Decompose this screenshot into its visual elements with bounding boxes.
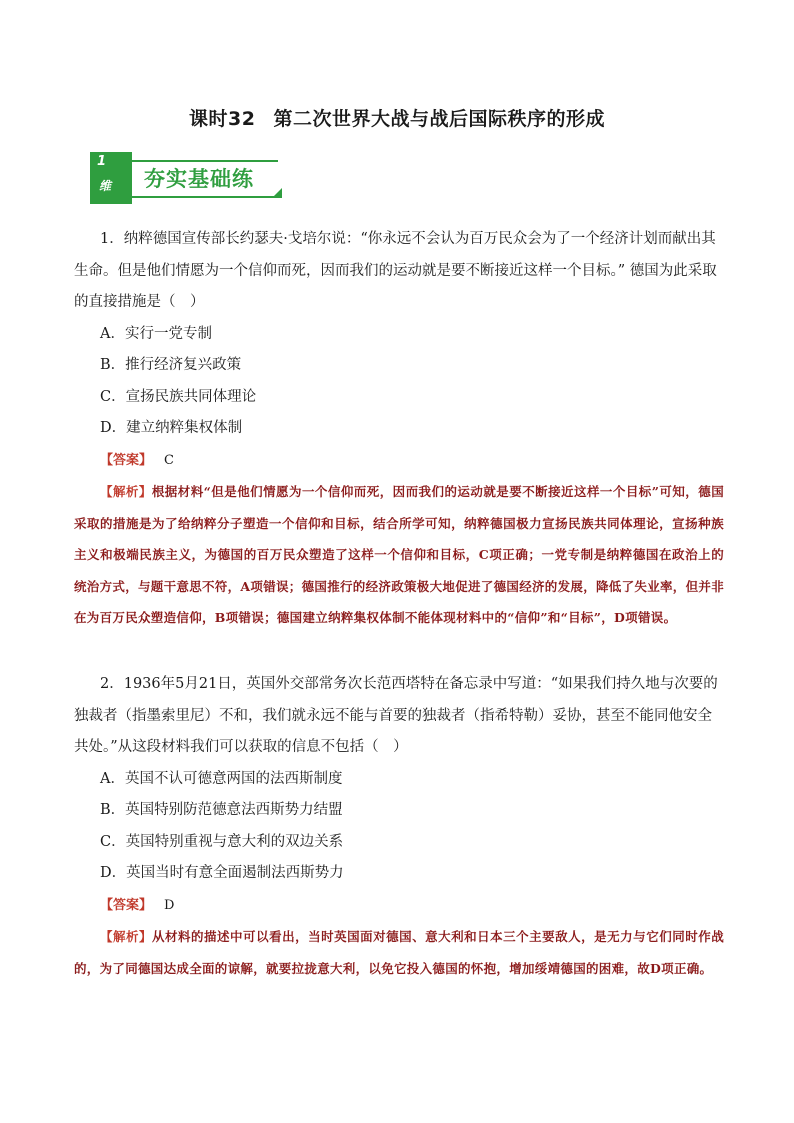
answer-tag: 【答案】 <box>100 897 153 913</box>
option-c: C．英国特别重视与意大利的双边关系 <box>100 833 344 850</box>
option-a: A．实行一党专制 <box>100 325 212 342</box>
lesson-number: 课时32 <box>189 108 256 130</box>
badge-number: 1 <box>97 154 107 169</box>
lesson-topic: 第二次世界大战与战后国际秩序的形成 <box>273 108 605 130</box>
explanation-tag: 【解析】 <box>100 929 153 944</box>
badge-label: 夯实基础练 <box>144 167 254 191</box>
explanation <box>74 476 724 634</box>
answer-value: D <box>164 897 175 913</box>
option-b: B．推行经济复兴政策 <box>100 357 242 373</box>
option-d: D．建立纳粹集权体制 <box>100 420 243 436</box>
answer-tag: 【答案】 <box>100 452 153 468</box>
question-stem: 1．纳粹德国宣传部长约瑟夫·戈培尔说：“你永远不会认为百万民众会为了一个经济计划而献出其生命。但是他们情愿为一个信仰而死，因而我们的运动就是要不断接近这样一个目标。” 德国为此采取的直接措施是（ ） <box>74 231 717 310</box>
section-badge <box>90 152 286 204</box>
option-b: B．英国特别防范德意法西斯势力结盟 <box>100 802 343 818</box>
answer-value: C <box>164 452 174 468</box>
question-1 <box>74 224 724 634</box>
option-c: C．宣扬民族共同体理论 <box>100 388 257 405</box>
question-2 <box>74 669 724 984</box>
explanation-text: 根据材料“但是他们情愿为一个信仰而死，因而我们的运动就是要不断接近这样一个目标”可知，德国采取的措施是为了给纳粹分子塑造一个信仰和目标，结合所学可知，纳粹德国极力宣扬民族共同体理论，宣扬种族主义和极端民族主义，为德国的百万民众塑造了这样一个信仰和目标，C项正确；一党专制是纳粹德国在政治上的统治方式，与题干意思不符，A项错误；德国推行的经济政策极大地促进了德国经济的发展，降低了失业率，但并非在为百万民众塑造信仰，B项错误；德国建立纳粹集权体制不能体现材料中的“信仰”和“目标”，D项错误。 <box>74 484 725 625</box>
page-title <box>0 104 794 131</box>
option-a: A．英国不认可德意两国的法西斯制度 <box>100 770 343 787</box>
explanation <box>74 921 724 984</box>
explanation-tag: 【解析】 <box>100 484 152 499</box>
option-d: D．英国当时有意全面遏制法西斯势力 <box>100 865 344 881</box>
badge-level: 维 <box>99 179 112 193</box>
badge-corner <box>272 188 282 198</box>
answer-line <box>74 445 724 477</box>
question-stem: 2．1936年5月21日，英国外交部常务次长范西塔特在备忘录中写道：“如果我们持久地与次要的独裁者（指墨索里尼）不和，我们就永远不能与首要的独裁者（指希特勒）妥协，甚至不能同他安全共处。”从这段材料我们可以获取的信息不包括（ ） <box>74 676 718 755</box>
answer-line <box>74 890 724 922</box>
explanation-text: 从材料的描述中可以看出，当时英国面对德国、意大利和日本三个主要敌人，是无力与它们同时作战的，为了同德国达成全面的谅解，就要拉拢意大利，以免它投入德国的怀抱，增加绥靖德国的困难，故D项正确。 <box>74 929 725 976</box>
